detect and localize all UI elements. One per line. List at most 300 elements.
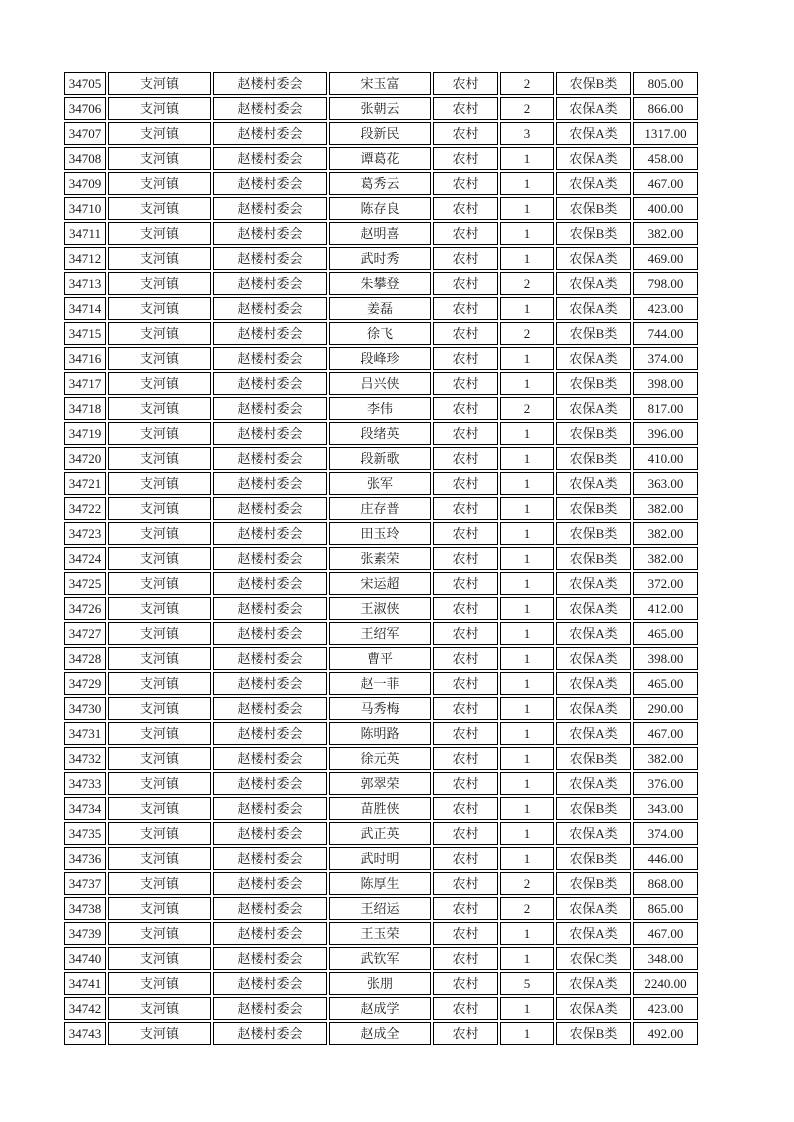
table-row [64, 672, 698, 695]
cell-name: 姜磊 [329, 297, 431, 320]
cell-person_count: 2 [500, 72, 554, 95]
cell-town: 支河镇 [108, 772, 211, 795]
table-row [64, 72, 698, 95]
cell-town: 支河镇 [108, 822, 211, 845]
cell-name: 王绍运 [329, 897, 431, 920]
cell-person_count: 1 [500, 922, 554, 945]
cell-person_count: 3 [500, 122, 554, 145]
cell-name: 张朝云 [329, 97, 431, 120]
cell-village: 赵楼村委会 [213, 197, 327, 220]
cell-name: 宋玉富 [329, 72, 431, 95]
cell-id: 34708 [64, 147, 106, 170]
cell-name: 徐元英 [329, 747, 431, 770]
cell-category: 农村 [433, 547, 498, 570]
cell-town: 支河镇 [108, 647, 211, 670]
cell-id: 34723 [64, 522, 106, 545]
cell-amount: 348.00 [633, 947, 698, 970]
cell-village: 赵楼村委会 [213, 272, 327, 295]
cell-person_count: 1 [500, 947, 554, 970]
cell-person_count: 5 [500, 972, 554, 995]
cell-person_count: 1 [500, 497, 554, 520]
cell-category: 农村 [433, 622, 498, 645]
cell-person_count: 1 [500, 147, 554, 170]
cell-name: 赵明喜 [329, 222, 431, 245]
cell-person_count: 1 [500, 422, 554, 445]
cell-person_count: 1 [500, 797, 554, 820]
cell-insurance_type: 农保A类 [556, 922, 631, 945]
cell-village: 赵楼村委会 [213, 697, 327, 720]
cell-town: 支河镇 [108, 97, 211, 120]
cell-name: 葛秀云 [329, 172, 431, 195]
cell-person_count: 1 [500, 522, 554, 545]
cell-person_count: 1 [500, 622, 554, 645]
cell-person_count: 2 [500, 97, 554, 120]
cell-amount: 372.00 [633, 572, 698, 595]
cell-name: 赵成全 [329, 1022, 431, 1045]
cell-amount: 398.00 [633, 647, 698, 670]
table-row [64, 472, 698, 495]
cell-town: 支河镇 [108, 997, 211, 1020]
cell-name: 徐飞 [329, 322, 431, 345]
cell-name: 马秀梅 [329, 697, 431, 720]
cell-id: 34724 [64, 547, 106, 570]
cell-insurance_type: 农保C类 [556, 947, 631, 970]
cell-insurance_type: 农保B类 [556, 547, 631, 570]
cell-village: 赵楼村委会 [213, 397, 327, 420]
cell-insurance_type: 农保A类 [556, 397, 631, 420]
cell-town: 支河镇 [108, 722, 211, 745]
cell-town: 支河镇 [108, 872, 211, 895]
cell-category: 农村 [433, 597, 498, 620]
cell-insurance_type: 农保B类 [556, 1022, 631, 1045]
cell-id: 34721 [64, 472, 106, 495]
cell-amount: 467.00 [633, 922, 698, 945]
cell-amount: 382.00 [633, 497, 698, 520]
cell-category: 农村 [433, 522, 498, 545]
cell-person_count: 1 [500, 472, 554, 495]
cell-town: 支河镇 [108, 172, 211, 195]
cell-category: 农村 [433, 447, 498, 470]
cell-person_count: 1 [500, 197, 554, 220]
cell-person_count: 1 [500, 572, 554, 595]
cell-person_count: 1 [500, 722, 554, 745]
cell-amount: 465.00 [633, 622, 698, 645]
cell-name: 陈存良 [329, 197, 431, 220]
cell-amount: 1317.00 [633, 122, 698, 145]
cell-category: 农村 [433, 347, 498, 370]
cell-town: 支河镇 [108, 622, 211, 645]
cell-id: 34713 [64, 272, 106, 295]
cell-insurance_type: 农保B类 [556, 497, 631, 520]
cell-insurance_type: 农保A类 [556, 122, 631, 145]
cell-amount: 744.00 [633, 322, 698, 345]
cell-name: 武钦军 [329, 947, 431, 970]
cell-person_count: 1 [500, 247, 554, 270]
cell-village: 赵楼村委会 [213, 447, 327, 470]
table-row [64, 272, 698, 295]
cell-id: 34730 [64, 697, 106, 720]
table-row [64, 522, 698, 545]
cell-name: 王淑侠 [329, 597, 431, 620]
cell-village: 赵楼村委会 [213, 922, 327, 945]
cell-id: 34716 [64, 347, 106, 370]
cell-category: 农村 [433, 772, 498, 795]
table-row [64, 922, 698, 945]
cell-person_count: 1 [500, 647, 554, 670]
cell-amount: 465.00 [633, 672, 698, 695]
table-row [64, 872, 698, 895]
cell-category: 农村 [433, 72, 498, 95]
cell-category: 农村 [433, 1022, 498, 1045]
table-row [64, 347, 698, 370]
cell-town: 支河镇 [108, 522, 211, 545]
cell-person_count: 1 [500, 772, 554, 795]
cell-name: 段新民 [329, 122, 431, 145]
cell-person_count: 1 [500, 447, 554, 470]
cell-id: 34728 [64, 647, 106, 670]
cell-town: 支河镇 [108, 322, 211, 345]
cell-name: 庄存普 [329, 497, 431, 520]
cell-id: 34709 [64, 172, 106, 195]
cell-name: 郭翠荣 [329, 772, 431, 795]
cell-name: 赵成学 [329, 997, 431, 1020]
table-row [64, 447, 698, 470]
cell-amount: 374.00 [633, 822, 698, 845]
cell-amount: 467.00 [633, 722, 698, 745]
cell-name: 苗胜侠 [329, 797, 431, 820]
cell-category: 农村 [433, 172, 498, 195]
cell-amount: 343.00 [633, 797, 698, 820]
cell-village: 赵楼村委会 [213, 472, 327, 495]
cell-village: 赵楼村委会 [213, 247, 327, 270]
cell-id: 34739 [64, 922, 106, 945]
cell-village: 赵楼村委会 [213, 347, 327, 370]
cell-category: 农村 [433, 897, 498, 920]
cell-village: 赵楼村委会 [213, 622, 327, 645]
cell-category: 农村 [433, 247, 498, 270]
table-row [64, 597, 698, 620]
cell-insurance_type: 农保A类 [556, 172, 631, 195]
cell-category: 农村 [433, 747, 498, 770]
cell-person_count: 1 [500, 747, 554, 770]
cell-id: 34731 [64, 722, 106, 745]
cell-id: 34736 [64, 847, 106, 870]
cell-amount: 423.00 [633, 297, 698, 320]
table-row [64, 497, 698, 520]
cell-town: 支河镇 [108, 747, 211, 770]
cell-insurance_type: 农保B类 [556, 72, 631, 95]
cell-village: 赵楼村委会 [213, 847, 327, 870]
cell-village: 赵楼村委会 [213, 222, 327, 245]
cell-amount: 363.00 [633, 472, 698, 495]
cell-village: 赵楼村委会 [213, 372, 327, 395]
table-row [64, 122, 698, 145]
cell-name: 王玉荣 [329, 922, 431, 945]
cell-amount: 382.00 [633, 547, 698, 570]
cell-village: 赵楼村委会 [213, 797, 327, 820]
cell-insurance_type: 农保A类 [556, 722, 631, 745]
cell-village: 赵楼村委会 [213, 422, 327, 445]
cell-town: 支河镇 [108, 472, 211, 495]
cell-amount: 382.00 [633, 222, 698, 245]
cell-person_count: 1 [500, 347, 554, 370]
cell-category: 农村 [433, 397, 498, 420]
cell-amount: 805.00 [633, 72, 698, 95]
cell-insurance_type: 农保A类 [556, 472, 631, 495]
cell-id: 34712 [64, 247, 106, 270]
cell-person_count: 1 [500, 222, 554, 245]
cell-insurance_type: 农保A类 [556, 972, 631, 995]
cell-village: 赵楼村委会 [213, 122, 327, 145]
table-row [64, 197, 698, 220]
cell-name: 段绪英 [329, 422, 431, 445]
cell-category: 农村 [433, 722, 498, 745]
cell-name: 曹平 [329, 647, 431, 670]
cell-person_count: 1 [500, 372, 554, 395]
cell-town: 支河镇 [108, 922, 211, 945]
cell-id: 34717 [64, 372, 106, 395]
cell-village: 赵楼村委会 [213, 522, 327, 545]
cell-person_count: 1 [500, 997, 554, 1020]
cell-name: 王绍军 [329, 622, 431, 645]
cell-person_count: 2 [500, 897, 554, 920]
table-row [64, 297, 698, 320]
table-row [64, 697, 698, 720]
cell-amount: 400.00 [633, 197, 698, 220]
cell-insurance_type: 农保B类 [556, 372, 631, 395]
cell-category: 农村 [433, 997, 498, 1020]
cell-id: 34734 [64, 797, 106, 820]
cell-amount: 412.00 [633, 597, 698, 620]
cell-category: 农村 [433, 872, 498, 895]
cell-village: 赵楼村委会 [213, 647, 327, 670]
cell-amount: 398.00 [633, 372, 698, 395]
cell-name: 朱攀登 [329, 272, 431, 295]
cell-town: 支河镇 [108, 972, 211, 995]
cell-town: 支河镇 [108, 122, 211, 145]
table-row [64, 997, 698, 1020]
cell-name: 李伟 [329, 397, 431, 420]
cell-id: 34729 [64, 672, 106, 695]
cell-person_count: 1 [500, 547, 554, 570]
cell-insurance_type: 农保B类 [556, 747, 631, 770]
cell-name: 陈厚生 [329, 872, 431, 895]
cell-insurance_type: 农保B类 [556, 422, 631, 445]
payment-roster-body [64, 72, 698, 1045]
cell-town: 支河镇 [108, 297, 211, 320]
cell-town: 支河镇 [108, 347, 211, 370]
cell-village: 赵楼村委会 [213, 1022, 327, 1045]
cell-village: 赵楼村委会 [213, 572, 327, 595]
cell-name: 赵一菲 [329, 672, 431, 695]
cell-amount: 458.00 [633, 147, 698, 170]
cell-person_count: 2 [500, 872, 554, 895]
cell-village: 赵楼村委会 [213, 672, 327, 695]
table-row [64, 322, 698, 345]
cell-name: 段峰珍 [329, 347, 431, 370]
cell-amount: 382.00 [633, 747, 698, 770]
cell-town: 支河镇 [108, 572, 211, 595]
cell-insurance_type: 农保A类 [556, 897, 631, 920]
cell-insurance_type: 农保A类 [556, 572, 631, 595]
cell-insurance_type: 农保A类 [556, 822, 631, 845]
cell-insurance_type: 农保A类 [556, 697, 631, 720]
cell-insurance_type: 农保B类 [556, 797, 631, 820]
cell-person_count: 1 [500, 597, 554, 620]
cell-town: 支河镇 [108, 372, 211, 395]
table-row [64, 572, 698, 595]
cell-insurance_type: 农保A类 [556, 672, 631, 695]
table-row [64, 247, 698, 270]
cell-category: 农村 [433, 197, 498, 220]
cell-name: 段新歌 [329, 447, 431, 470]
cell-person_count: 1 [500, 822, 554, 845]
cell-category: 农村 [433, 647, 498, 670]
cell-amount: 866.00 [633, 97, 698, 120]
cell-id: 34706 [64, 97, 106, 120]
cell-category: 农村 [433, 472, 498, 495]
cell-person_count: 2 [500, 397, 554, 420]
cell-name: 谭葛花 [329, 147, 431, 170]
cell-person_count: 1 [500, 697, 554, 720]
cell-category: 农村 [433, 372, 498, 395]
cell-town: 支河镇 [108, 847, 211, 870]
cell-town: 支河镇 [108, 222, 211, 245]
cell-amount: 467.00 [633, 172, 698, 195]
cell-name: 宋运超 [329, 572, 431, 595]
cell-village: 赵楼村委会 [213, 772, 327, 795]
table-row [64, 722, 698, 745]
cell-id: 34718 [64, 397, 106, 420]
cell-village: 赵楼村委会 [213, 822, 327, 845]
table-row [64, 647, 698, 670]
cell-insurance_type: 农保B类 [556, 447, 631, 470]
cell-category: 农村 [433, 672, 498, 695]
cell-id: 34725 [64, 572, 106, 595]
cell-name: 田玉玲 [329, 522, 431, 545]
table-row [64, 622, 698, 645]
cell-town: 支河镇 [108, 247, 211, 270]
cell-id: 34722 [64, 497, 106, 520]
cell-amount: 492.00 [633, 1022, 698, 1045]
cell-town: 支河镇 [108, 597, 211, 620]
cell-person_count: 2 [500, 272, 554, 295]
cell-insurance_type: 农保B类 [556, 197, 631, 220]
cell-insurance_type: 农保A类 [556, 97, 631, 120]
cell-amount: 423.00 [633, 997, 698, 1020]
cell-amount: 410.00 [633, 447, 698, 470]
cell-town: 支河镇 [108, 672, 211, 695]
cell-town: 支河镇 [108, 697, 211, 720]
table-row [64, 397, 698, 420]
cell-insurance_type: 农保A类 [556, 247, 631, 270]
cell-id: 34719 [64, 422, 106, 445]
cell-amount: 798.00 [633, 272, 698, 295]
table-row [64, 147, 698, 170]
cell-village: 赵楼村委会 [213, 547, 327, 570]
cell-town: 支河镇 [108, 197, 211, 220]
cell-village: 赵楼村委会 [213, 72, 327, 95]
table-row [64, 972, 698, 995]
cell-town: 支河镇 [108, 897, 211, 920]
cell-id: 34741 [64, 972, 106, 995]
cell-insurance_type: 农保A类 [556, 272, 631, 295]
cell-village: 赵楼村委会 [213, 172, 327, 195]
cell-category: 农村 [433, 972, 498, 995]
cell-insurance_type: 农保A类 [556, 347, 631, 370]
cell-town: 支河镇 [108, 447, 211, 470]
cell-village: 赵楼村委会 [213, 972, 327, 995]
cell-village: 赵楼村委会 [213, 597, 327, 620]
cell-id: 34733 [64, 772, 106, 795]
cell-amount: 865.00 [633, 897, 698, 920]
cell-amount: 396.00 [633, 422, 698, 445]
cell-category: 农村 [433, 697, 498, 720]
cell-id: 34715 [64, 322, 106, 345]
cell-town: 支河镇 [108, 397, 211, 420]
cell-id: 34742 [64, 997, 106, 1020]
cell-insurance_type: 农保A类 [556, 997, 631, 1020]
table-row [64, 97, 698, 120]
cell-village: 赵楼村委会 [213, 947, 327, 970]
cell-id: 34727 [64, 622, 106, 645]
cell-category: 农村 [433, 122, 498, 145]
cell-village: 赵楼村委会 [213, 297, 327, 320]
cell-town: 支河镇 [108, 547, 211, 570]
cell-name: 陈明路 [329, 722, 431, 745]
cell-name: 吕兴侠 [329, 372, 431, 395]
cell-insurance_type: 农保B类 [556, 222, 631, 245]
cell-person_count: 1 [500, 672, 554, 695]
cell-amount: 376.00 [633, 772, 698, 795]
table-row [64, 897, 698, 920]
cell-amount: 868.00 [633, 872, 698, 895]
cell-person_count: 1 [500, 297, 554, 320]
cell-category: 农村 [433, 222, 498, 245]
cell-village: 赵楼村委会 [213, 497, 327, 520]
cell-name: 张军 [329, 472, 431, 495]
cell-insurance_type: 农保A类 [556, 147, 631, 170]
cell-village: 赵楼村委会 [213, 97, 327, 120]
cell-village: 赵楼村委会 [213, 997, 327, 1020]
cell-category: 农村 [433, 822, 498, 845]
cell-name: 武正英 [329, 822, 431, 845]
cell-person_count: 2 [500, 322, 554, 345]
cell-amount: 2240.00 [633, 972, 698, 995]
cell-category: 农村 [433, 97, 498, 120]
table-row [64, 222, 698, 245]
cell-id: 34720 [64, 447, 106, 470]
table-row [64, 947, 698, 970]
cell-amount: 446.00 [633, 847, 698, 870]
cell-insurance_type: 农保B类 [556, 847, 631, 870]
cell-town: 支河镇 [108, 947, 211, 970]
cell-category: 农村 [433, 572, 498, 595]
cell-category: 农村 [433, 922, 498, 945]
cell-person_count: 1 [500, 1022, 554, 1045]
table-row [64, 547, 698, 570]
cell-town: 支河镇 [108, 1022, 211, 1045]
cell-id: 34735 [64, 822, 106, 845]
cell-village: 赵楼村委会 [213, 147, 327, 170]
cell-id: 34705 [64, 72, 106, 95]
cell-id: 34738 [64, 897, 106, 920]
cell-id: 34737 [64, 872, 106, 895]
cell-town: 支河镇 [108, 497, 211, 520]
cell-category: 农村 [433, 147, 498, 170]
cell-category: 农村 [433, 272, 498, 295]
cell-insurance_type: 农保A类 [556, 622, 631, 645]
